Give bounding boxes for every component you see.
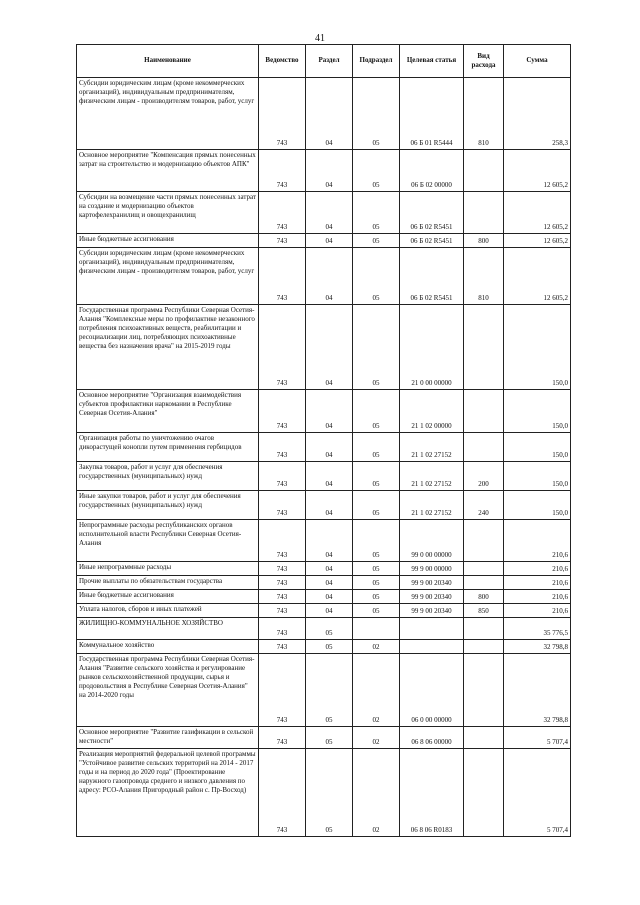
row-vedomstvo: 743 [259, 491, 306, 520]
row-name: Государственная программа Республики Северная Осетия-Алания "Развитие сельского хозяйства и регулирование рынков сельскохозяйственной продукции, сырья и продовольствия в Республике Северная Осетия-Алания" на 2014-2020 годы [77, 654, 259, 727]
budget-table [76, 44, 571, 837]
row-statya: 99 9 00 20340 [400, 576, 464, 590]
row-vid [464, 390, 504, 433]
row-summa: 210,6 [504, 590, 571, 604]
table-row [77, 604, 571, 618]
row-razdel: 04 [306, 562, 353, 576]
header-statya: Целевая статья [400, 45, 464, 78]
row-razdel: 04 [306, 192, 353, 234]
header-podrazdel: Подраздел [353, 45, 400, 78]
table-row [77, 462, 571, 491]
row-summa: 12 605,2 [504, 248, 571, 305]
row-vid [464, 433, 504, 462]
row-statya: 06 Б 02 R5451 [400, 234, 464, 248]
row-summa: 12 605,2 [504, 192, 571, 234]
row-vedomstvo: 743 [259, 749, 306, 837]
row-vedomstvo: 743 [259, 390, 306, 433]
row-statya: 06 8 06 R0183 [400, 749, 464, 837]
table-row [77, 618, 571, 640]
table-row [77, 305, 571, 390]
table-row [77, 640, 571, 654]
row-vid [464, 150, 504, 192]
row-razdel: 04 [306, 604, 353, 618]
row-vid: 850 [464, 604, 504, 618]
row-vid [464, 749, 504, 837]
row-vedomstvo: 743 [259, 654, 306, 727]
row-statya: 06 Б 01 R5444 [400, 78, 464, 150]
row-statya: 99 9 00 00000 [400, 562, 464, 576]
row-name: Субсидии на возмещение части прямых понесенных затрат на создание и модернизацию объектов картофелехранилищ и овощехранилищ [77, 192, 259, 234]
row-summa: 210,6 [504, 520, 571, 562]
row-vedomstvo: 743 [259, 562, 306, 576]
row-summa: 12 605,2 [504, 234, 571, 248]
row-razdel: 04 [306, 576, 353, 590]
row-razdel: 04 [306, 433, 353, 462]
row-statya: 21 1 02 27152 [400, 433, 464, 462]
row-summa: 210,6 [504, 576, 571, 590]
row-podrazdel: 05 [353, 305, 400, 390]
row-vid [464, 305, 504, 390]
row-statya: 06 Б 02 00000 [400, 150, 464, 192]
row-podrazdel: 02 [353, 654, 400, 727]
table-row [77, 654, 571, 727]
row-podrazdel: 02 [353, 749, 400, 837]
table-row [77, 390, 571, 433]
row-podrazdel: 05 [353, 234, 400, 248]
row-vedomstvo: 743 [259, 618, 306, 640]
row-vid [464, 192, 504, 234]
row-vid [464, 576, 504, 590]
row-vid: 200 [464, 462, 504, 491]
table-row [77, 749, 571, 837]
table-row [77, 520, 571, 562]
row-statya: 99 9 00 20340 [400, 604, 464, 618]
row-razdel: 05 [306, 640, 353, 654]
row-name: Основное мероприятие "Компенсация прямых понесенных затрат на строительство и модернизацию объектов АПК" [77, 150, 259, 192]
table-row [77, 491, 571, 520]
row-name: Коммунальное хозяйство [77, 640, 259, 654]
row-summa: 210,6 [504, 604, 571, 618]
table-row [77, 727, 571, 749]
row-name: Уплата налогов, сборов и иных платежей [77, 604, 259, 618]
row-podrazdel: 05 [353, 590, 400, 604]
row-summa: 150,0 [504, 433, 571, 462]
row-podrazdel: 02 [353, 640, 400, 654]
row-vedomstvo: 743 [259, 576, 306, 590]
row-summa: 5 707,4 [504, 727, 571, 749]
row-podrazdel: 05 [353, 78, 400, 150]
row-name: Организация работы по уничтожению очагов дикорастущей конопли путем применения гербицидов [77, 433, 259, 462]
row-statya [400, 640, 464, 654]
row-podrazdel: 05 [353, 604, 400, 618]
row-vid: 240 [464, 491, 504, 520]
row-summa: 5 707,4 [504, 749, 571, 837]
row-razdel: 05 [306, 654, 353, 727]
header-name: Наименование [77, 45, 259, 78]
row-podrazdel: 05 [353, 562, 400, 576]
row-name: Основное мероприятие "Развитие газификации в сельской местности" [77, 727, 259, 749]
row-razdel: 04 [306, 305, 353, 390]
row-vedomstvo: 743 [259, 305, 306, 390]
header-row [77, 45, 571, 78]
row-vid [464, 562, 504, 576]
row-statya: 06 8 06 00000 [400, 727, 464, 749]
row-razdel: 05 [306, 749, 353, 837]
row-statya: 06 0 00 00000 [400, 654, 464, 727]
row-summa: 12 605,2 [504, 150, 571, 192]
row-vid [464, 618, 504, 640]
row-statya: 21 1 02 27152 [400, 462, 464, 491]
row-statya: 99 0 00 00000 [400, 520, 464, 562]
table-row [77, 576, 571, 590]
row-razdel: 05 [306, 727, 353, 749]
table-row [77, 78, 571, 150]
page-number: 41 [315, 33, 325, 44]
row-statya: 21 1 02 27152 [400, 491, 464, 520]
row-summa: 32 798,8 [504, 640, 571, 654]
row-podrazdel: 05 [353, 192, 400, 234]
row-razdel: 04 [306, 491, 353, 520]
row-podrazdel: 05 [353, 462, 400, 491]
row-summa: 150,0 [504, 305, 571, 390]
row-razdel: 04 [306, 390, 353, 433]
row-vedomstvo: 743 [259, 640, 306, 654]
row-summa: 210,6 [504, 562, 571, 576]
row-name: ЖИЛИЩНО-КОММУНАЛЬНОЕ ХОЗЯЙСТВО [77, 618, 259, 640]
row-summa: 32 798,8 [504, 654, 571, 727]
row-summa: 35 776,5 [504, 618, 571, 640]
row-name: Субсидии юридическим лицам (кроме некоммерческих организаций), индивидуальным предпринимателям, физическим лицам - производителям товаров, работ, услуг [77, 78, 259, 150]
row-vid [464, 727, 504, 749]
table-row [77, 234, 571, 248]
table-row [77, 248, 571, 305]
row-statya: 21 1 02 00000 [400, 390, 464, 433]
header-razdel: Раздел [306, 45, 353, 78]
table-row [77, 590, 571, 604]
row-vid [464, 654, 504, 727]
row-vid: 800 [464, 234, 504, 248]
row-vedomstvo: 743 [259, 433, 306, 462]
row-razdel: 04 [306, 234, 353, 248]
row-vedomstvo: 743 [259, 462, 306, 491]
row-podrazdel [353, 618, 400, 640]
table-row [77, 150, 571, 192]
row-name: Прочие выплаты по обязательствам государства [77, 576, 259, 590]
row-statya: 21 0 00 00000 [400, 305, 464, 390]
row-podrazdel: 05 [353, 248, 400, 305]
header-summa: Сумма [504, 45, 571, 78]
row-summa: 258,3 [504, 78, 571, 150]
row-vedomstvo: 743 [259, 234, 306, 248]
row-summa: 150,0 [504, 390, 571, 433]
row-razdel: 04 [306, 590, 353, 604]
row-podrazdel: 05 [353, 433, 400, 462]
row-statya: 06 Б 02 R5451 [400, 192, 464, 234]
header-vedomstvo: Ведомство [259, 45, 306, 78]
row-name: Иные непрограммные расходы [77, 562, 259, 576]
row-podrazdel: 05 [353, 491, 400, 520]
row-vid [464, 520, 504, 562]
row-statya [400, 618, 464, 640]
row-razdel: 04 [306, 462, 353, 491]
row-vid: 810 [464, 78, 504, 150]
row-name: Закупка товаров, работ и услуг для обеспечения государственных (муниципальных) нужд [77, 462, 259, 491]
table-row [77, 192, 571, 234]
row-name: Основное мероприятие "Организация взаимодействия субъектов профилактики наркомании в Республике Северная Осетия-Алания" [77, 390, 259, 433]
row-summa: 150,0 [504, 491, 571, 520]
row-name: Государственная программа Республики Северная Осетия-Алания "Комплексные меры по профилактике незаконного потребления психоактивных веществ, реабилитации и ресоциализации лиц, потребляющих психоактивные вещества без назначения врача" на 2015-2019 годы [77, 305, 259, 390]
row-razdel: 04 [306, 78, 353, 150]
row-vid [464, 640, 504, 654]
row-name: Реализация мероприятий федеральной целевой программы "Устойчивое развитие сельских территорий на 2014 - 2017 годы и на период до 2020 года" (Проектирование наружного газопровода среднего и низкого давления по адресу: РСО-Алания Пригородный район с. Пр-Восход) [77, 749, 259, 837]
row-podrazdel: 02 [353, 727, 400, 749]
row-vid: 800 [464, 590, 504, 604]
row-vedomstvo: 743 [259, 727, 306, 749]
row-razdel: 05 [306, 618, 353, 640]
row-name: Субсидии юридическим лицам (кроме некоммерческих организаций), индивидуальным предпринимателям, физическим лицам - производителям товаров, работ, услуг [77, 248, 259, 305]
table-row [77, 562, 571, 576]
row-name: Иные закупки товаров, работ и услуг для обеспечения государственных (муниципальных) нужд [77, 491, 259, 520]
header-vid: Вид расхода [464, 45, 504, 78]
row-name: Иные бюджетные ассигнования [77, 590, 259, 604]
row-statya: 06 Б 02 R5451 [400, 248, 464, 305]
row-vedomstvo: 743 [259, 192, 306, 234]
row-podrazdel: 05 [353, 576, 400, 590]
row-vedomstvo: 743 [259, 78, 306, 150]
row-vedomstvo: 743 [259, 150, 306, 192]
row-vedomstvo: 743 [259, 604, 306, 618]
row-podrazdel: 05 [353, 390, 400, 433]
row-vedomstvo: 743 [259, 520, 306, 562]
row-podrazdel: 05 [353, 520, 400, 562]
row-razdel: 04 [306, 520, 353, 562]
row-statya: 99 9 00 20340 [400, 590, 464, 604]
table-row [77, 433, 571, 462]
row-razdel: 04 [306, 150, 353, 192]
row-vid: 810 [464, 248, 504, 305]
row-name: Непрограммные расходы республиканских органов исполнительной власти Республики Северная Осетия-Алания [77, 520, 259, 562]
row-podrazdel: 05 [353, 150, 400, 192]
row-vedomstvo: 743 [259, 248, 306, 305]
row-summa: 150,0 [504, 462, 571, 491]
row-name: Иные бюджетные ассигнования [77, 234, 259, 248]
row-vedomstvo: 743 [259, 590, 306, 604]
row-razdel: 04 [306, 248, 353, 305]
